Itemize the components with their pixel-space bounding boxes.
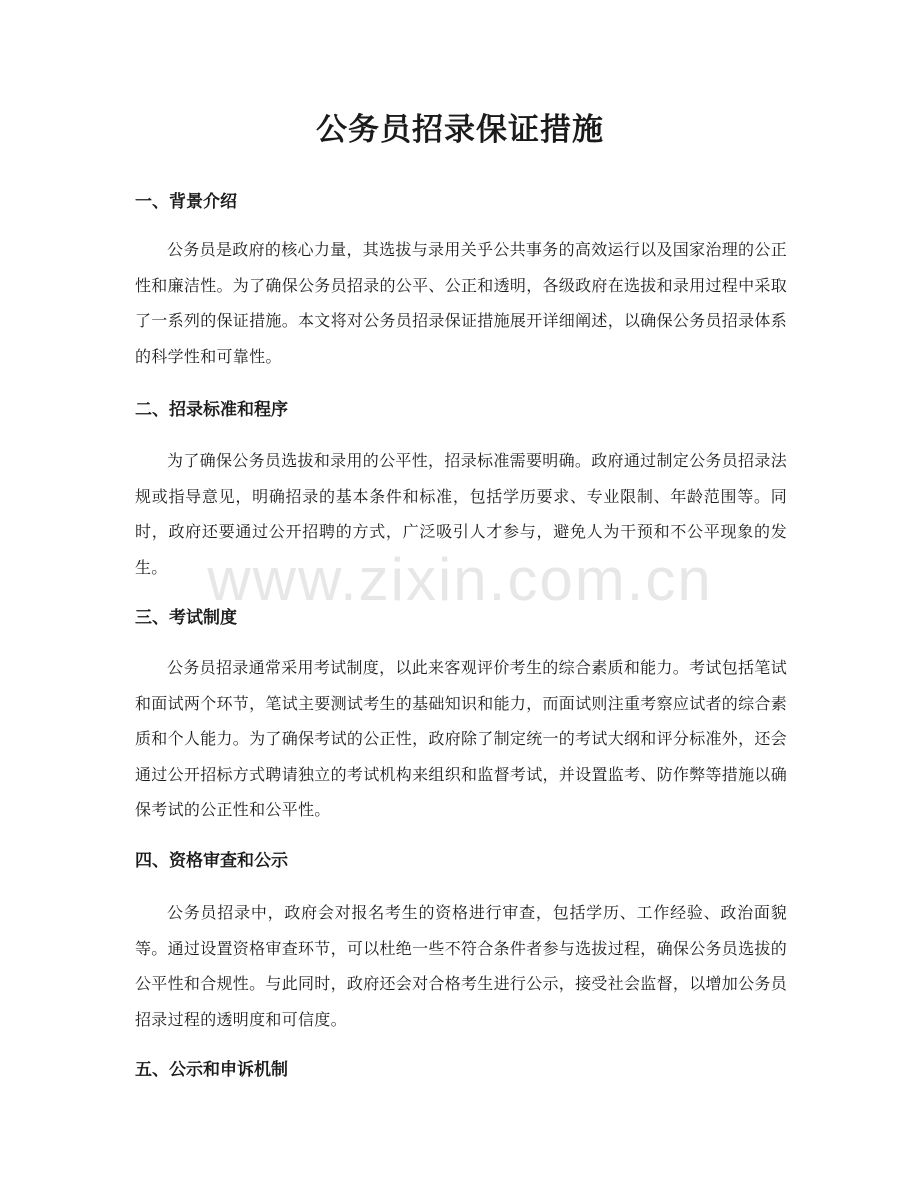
section-heading-exam: 三、考试制度: [135, 608, 237, 628]
document-title: 公务员招录保证措施: [316, 112, 604, 148]
watermark: www.zixin.com.cn: [207, 546, 713, 613]
section-heading-qualification: 四、资格审查和公示: [135, 851, 288, 871]
section-paragraph-qualification: 公务员招录中，政府会对报名考生的资格进行审查，包括学历、工作经验、政治面貌等。通过设置资格审查环节，可以杜绝一些不符合条件者参与选拔过程，确保公务员选拔的公平性和合规性。与此同时，政府还会对合格考生进行公示，接受社会监督，以增加公务员招录过程的透明度和可信度。: [135, 903, 788, 1029]
section-heading-standards: 二、招录标准和程序: [135, 400, 288, 420]
section-heading-appeal: 五、公示和申诉机制: [135, 1060, 288, 1080]
section-paragraph-exam: 公务员招录通常采用考试制度，以此来客观评价考生的综合素质和能力。考试包括笔试和面试两个环节，笔试主要测试考生的基础知识和能力，而面试则注重考察应试者的综合素质和个人能力。为了确保考试的公正性，政府除了制定统一的考试大纲和评分标准外，还会通过公开招标方式聘请独立的考试机构来组织和监督考试，并设置监考、防作弊等措施以确保考试的公正性和公平性。: [135, 658, 788, 819]
section-paragraph-background: 公务员是政府的核心力量，其选拔与录用关乎公共事务的高效运行以及国家治理的公正性和廉洁性。为了确保公务员招录的公平、公正和透明，各级政府在选拔和录用过程中采取了一系列的保证措施。本文将对公务员招录保证措施展开详细阐述，以确保公务员招录体系的科学性和可靠性。: [135, 240, 788, 366]
section-heading-background: 一、背景介绍: [135, 192, 237, 212]
section-paragraph-standards: 为了确保公务员选拔和录用的公平性，招录标准需要明确。政府通过制定公务员招录法规或指导意见，明确招录的基本条件和标准，包括学历要求、专业限制、年龄范围等。同时，政府还要通过公开招聘的方式，广泛吸引人才参与，避免人为干预和不公平现象的发生。: [135, 451, 787, 577]
